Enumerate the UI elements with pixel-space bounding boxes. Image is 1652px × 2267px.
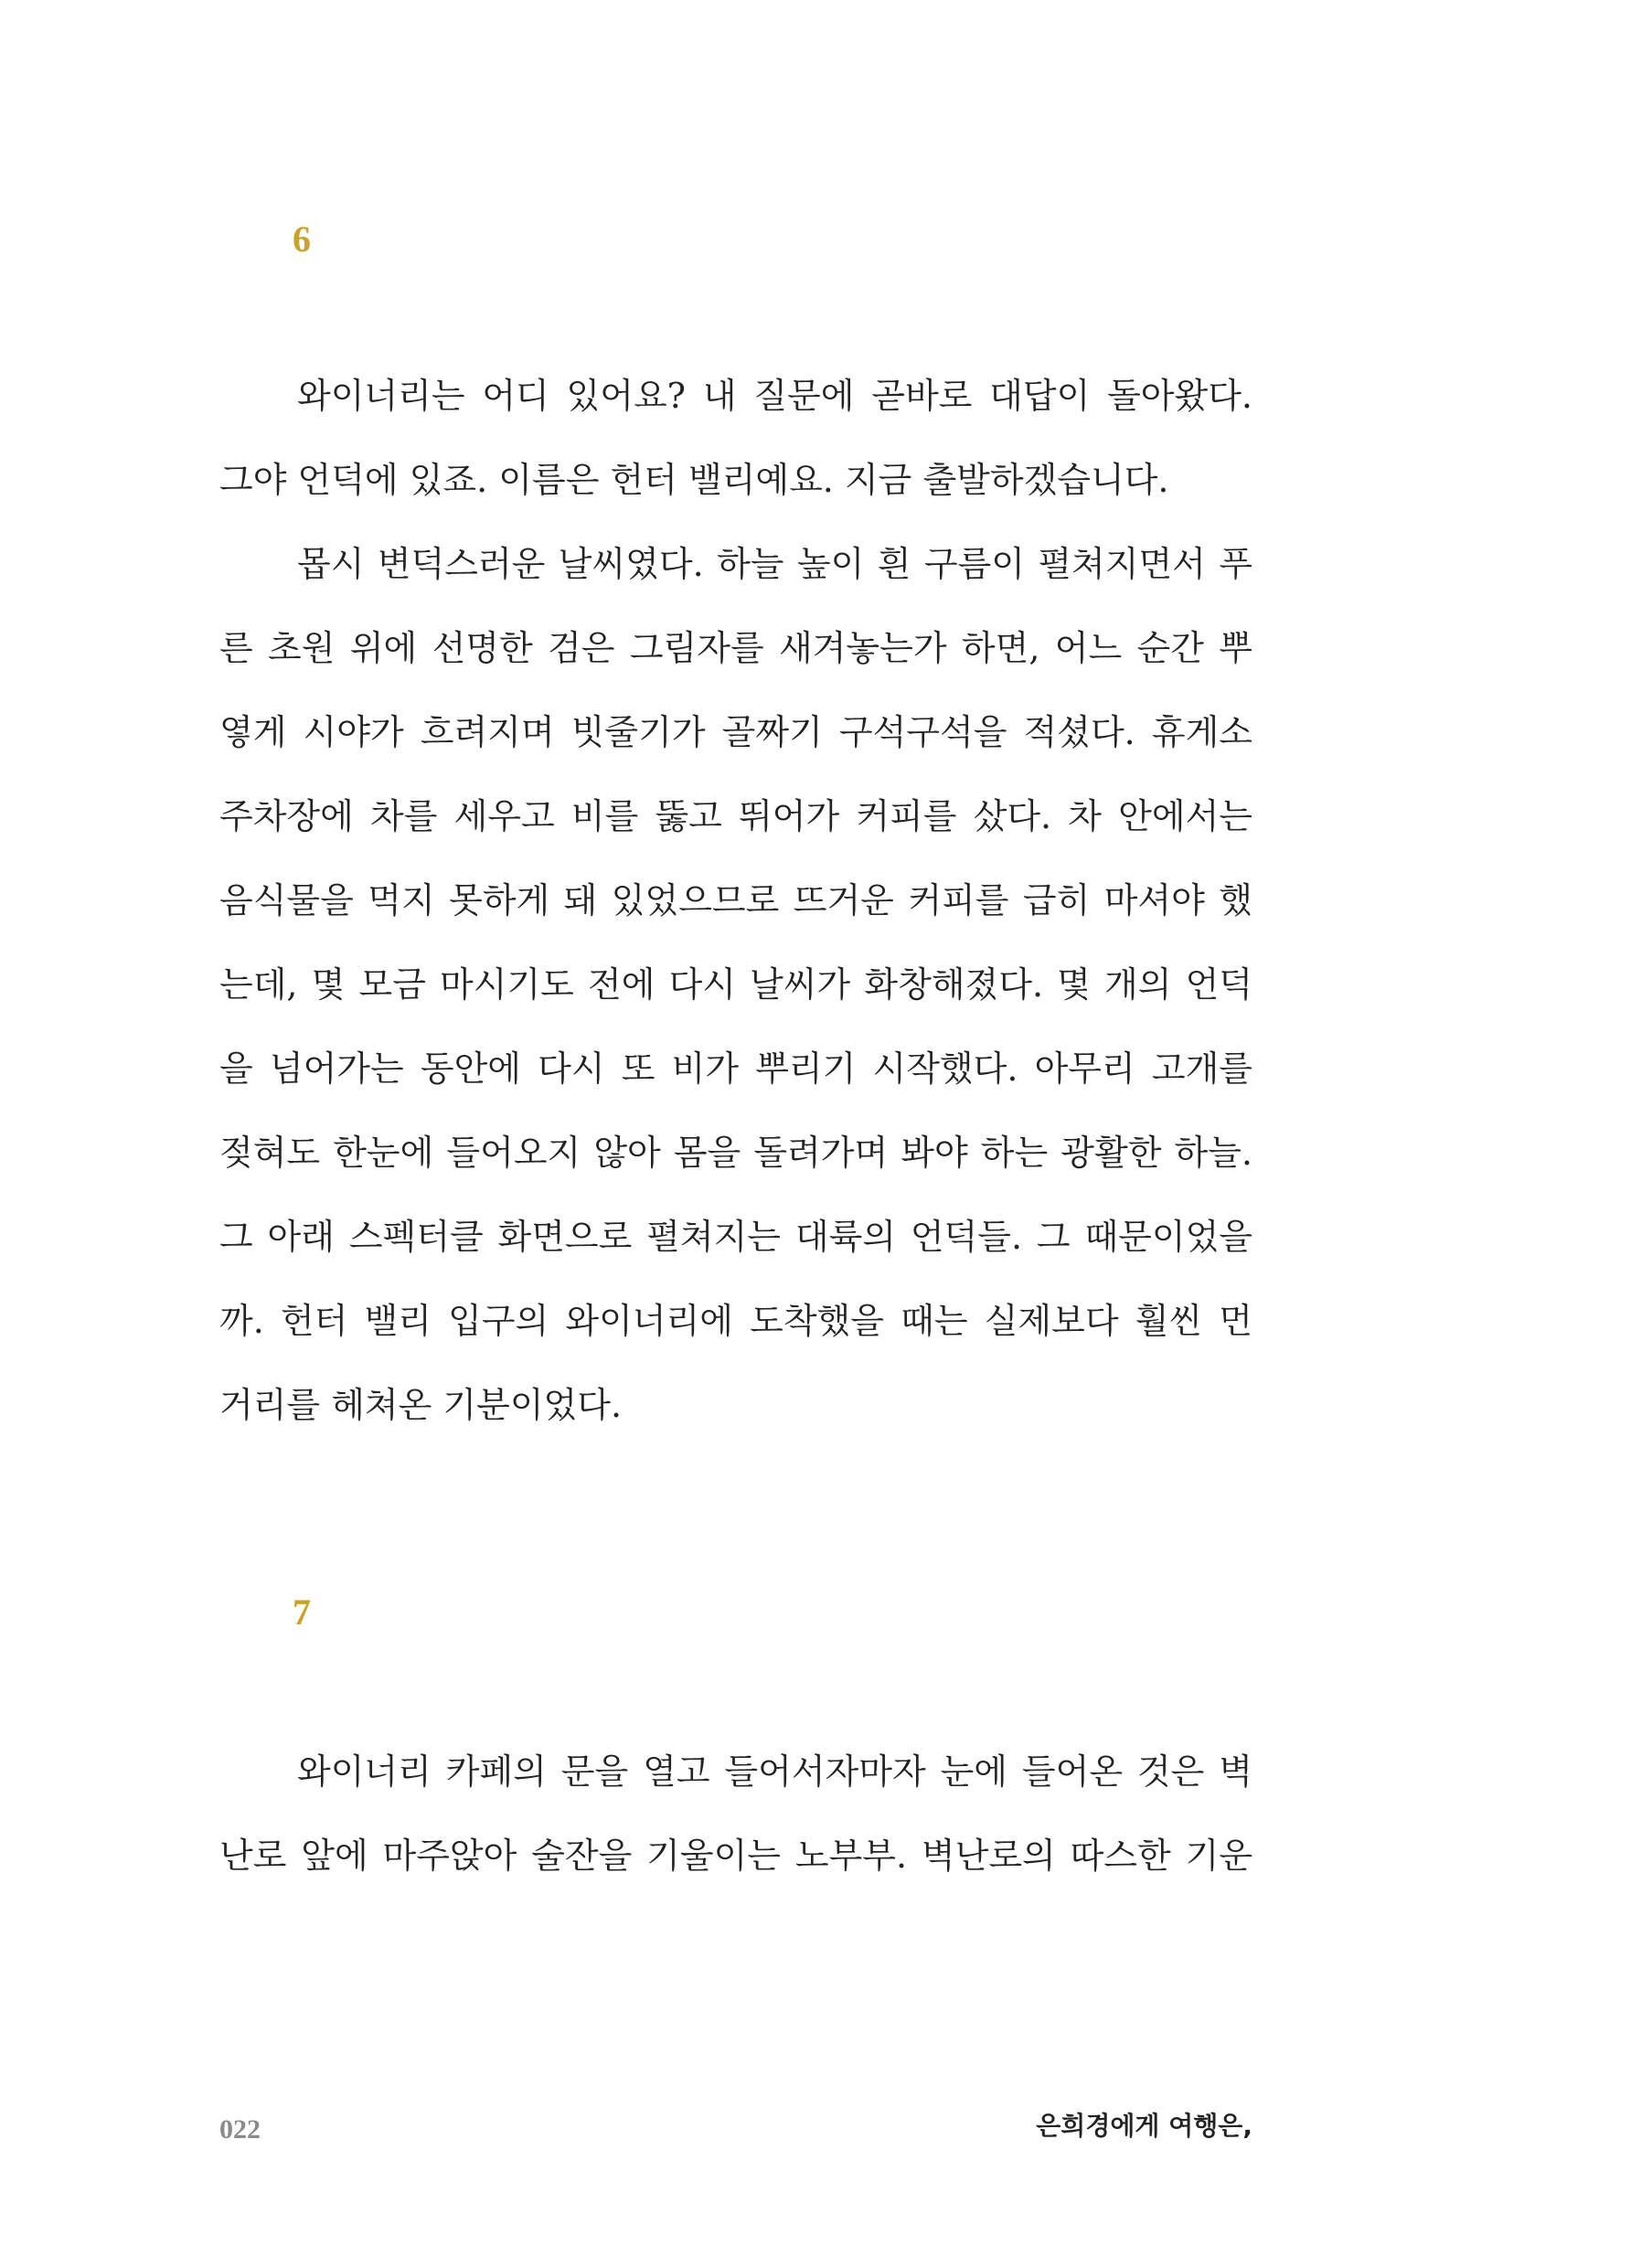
paragraph-line: 그야 언덕에 있죠. 이름은 헌터 밸리예요. 지금 출발하겠습니다. [219, 460, 1169, 500]
paragraph-line: 와이너리 카페의 문을 열고 들어서자마자 눈에 들어온 것은 벽 [297, 1751, 1252, 1792]
paragraph-line: 와이너리는 어디 있어요? 내 질문에 곧바로 대답이 돌아왔다. [297, 376, 1252, 416]
paragraph-line: 젖혀도 한눈에 들어오지 않아 몸을 돌려가며 봐야 하는 광활한 하늘. [219, 1133, 1252, 1173]
paragraph-line: 음식물을 먹지 못하게 돼 있었으므로 뜨거운 커피를 급히 마셔야 했 [219, 880, 1252, 921]
paragraph-line: 몹시 변덕스러운 날씨였다. 하늘 높이 흰 구름이 펼쳐지면서 푸 [297, 544, 1252, 584]
page-number: 022 [219, 2114, 261, 2145]
paragraph-line: 거리를 헤쳐온 기분이었다. [219, 1385, 623, 1425]
section-number: 6 [293, 218, 311, 260]
paragraph-line: 그 아래 스펙터클 화면으로 펼쳐지는 대륙의 언덕들. 그 때문이었을 [219, 1217, 1252, 1257]
running-title: 은희경에게 여행은, [1036, 2111, 1252, 2141]
paragraph-line: 주차장에 차를 세우고 비를 뚫고 뛰어가 커피를 샀다. 차 안에서는 [219, 796, 1252, 836]
paragraph-line: 른 초원 위에 선명한 검은 그림자를 새겨놓는가 하면, 어느 순간 뿌 [219, 628, 1252, 668]
paragraph-line: 는데, 몇 모금 마시기도 전에 다시 날씨가 화창해졌다. 몇 개의 언덕 [219, 964, 1252, 1005]
section-number: 7 [293, 1591, 311, 1633]
paragraph-line: 옇게 시야가 흐려지며 빗줄기가 골짜기 구석구석을 적셨다. 휴게소 [219, 712, 1252, 752]
paragraph-line: 까. 헌터 밸리 입구의 와이너리에 도착했을 때는 실제보다 훨씬 먼 [219, 1301, 1252, 1341]
paragraph-line: 을 넘어가는 동안에 다시 또 비가 뿌리기 시작했다. 아무리 고개를 [219, 1048, 1252, 1089]
paragraph-line: 난로 앞에 마주앉아 술잔을 기울이는 노부부. 벽난로의 따스한 기운 [219, 1836, 1252, 1876]
